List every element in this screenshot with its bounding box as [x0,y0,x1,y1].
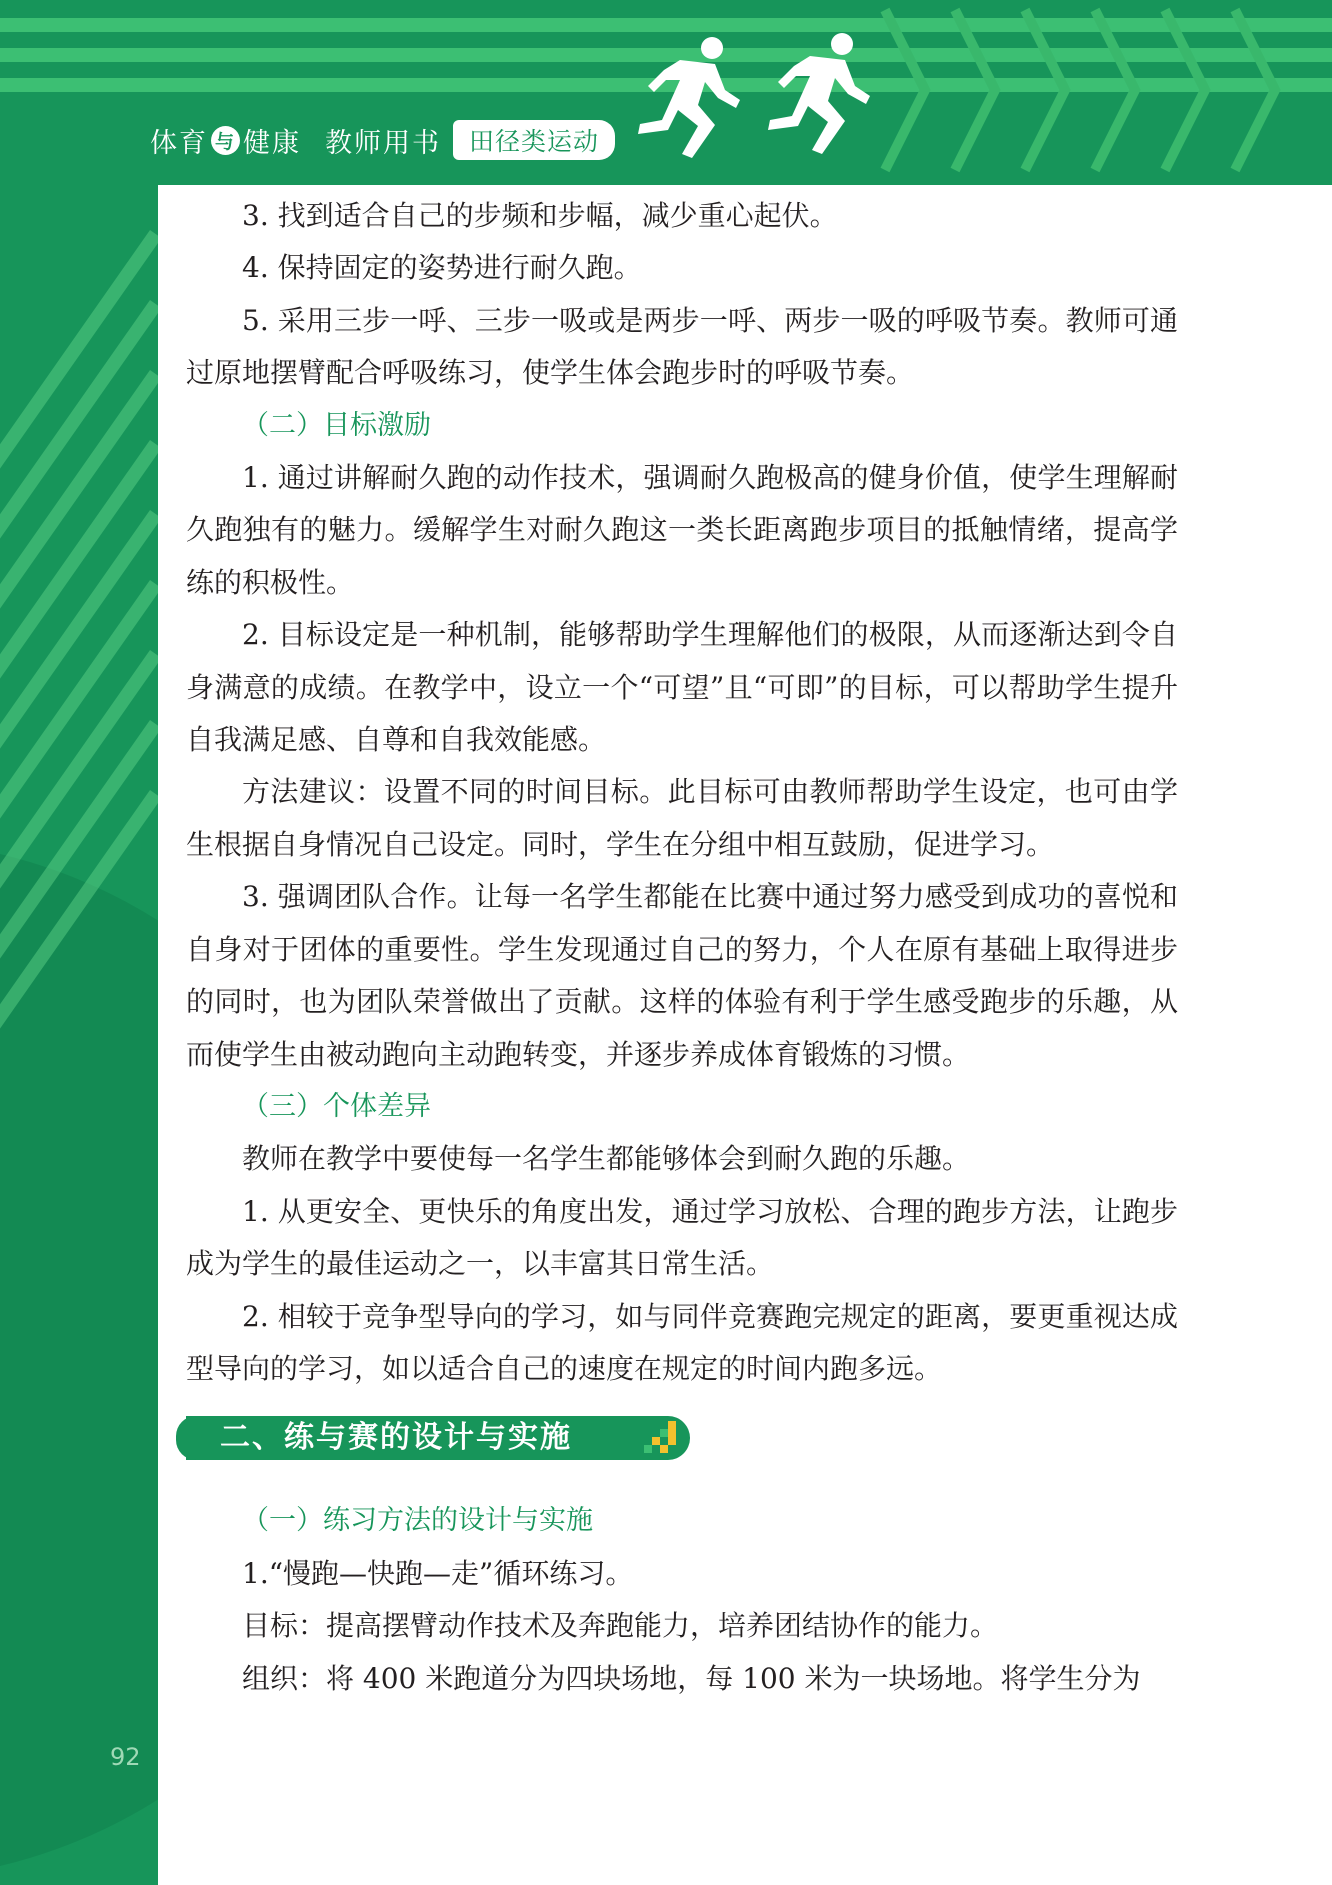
paragraph: 1. 从更安全、更快乐的角度出发，通过学习放松、合理的跑步方法，让跑步成为学生的最佳运动之一，以丰富其日常生活。 [186,1194,1178,1281]
book-header [150,115,615,165]
decorative-circle [0,840,158,1880]
page-number: 92 [110,1743,141,1771]
section-title: 二、练与赛的设计与实施 [186,1416,690,1460]
paragraph: 4. 保持固定的姿势进行耐久跑。 [242,251,642,285]
paragraph: 方法建议：设置不同的时间目标。此目标可由教师帮助学生设定，也可由学生根据自身情况自己设定。同时，学生在分组中相互鼓励，促进学习。 [186,775,1178,861]
header-title-c: 教师用书 [325,127,441,159]
left-green-band [0,0,158,1885]
mosaic-decoration-icon [642,1415,682,1459]
runners-icon [620,30,890,160]
chevron-decoration [1160,0,1220,185]
paragraph: 5. 采用三步一呼、三步一吸或是两步一呼、两步一吸的呼吸节奏。教师可通过原地摆臂配合呼吸练习，使学生体会跑步时的呼吸节奏。 [186,303,1178,390]
header-title-a: 体育 [150,127,208,159]
subheading-individual-difference: （三）个体差异 [242,1090,431,1122]
chevron-decoration [1020,0,1080,185]
paragraph: 3. 找到适合自己的步频和步幅，减少重心起伏。 [242,199,838,232]
section-header [186,1395,1178,1495]
paragraph: 组织：将 400 米跑道分为四块场地，每 100 米为一块场地。将学生分为 [242,1661,1141,1695]
paragraph: 目标：提高摆臂动作技术及奔跑能力，培养团结协作的能力。 [242,1609,999,1643]
paragraph: 教师在教学中要使每一名学生都能够体会到耐久跑的乐趣。 [242,1142,971,1176]
chevron-decoration [1230,0,1290,185]
paragraph: 3. 强调团队合作。让每一名学生都能在比赛中通过努力感受到成功的喜悦和自身对于团体的重要性。学生发现通过自己的努力，个人在原有基础上取得进步的同时，也为团队荣誉做出了贡献。这样的体验有利于学生感受跑步的乐趣，从而使学生由被动跑向主动跑转变，并逐步养成体育锻炼的习惯。 [186,880,1178,1071]
paragraph: 2. 相较于竞争型导向的学习，如与同伴竞赛跑完规定的距离，要更重视达成型导向的学习，如以适合自己的速度在规定的时间内跑多远。 [186,1299,1178,1385]
header-title-b: 健康 [243,127,301,159]
paragraph: 1.“慢跑—快跑—走”循环练习。 [242,1556,634,1590]
chapter-tag: 田径类运动 [453,120,615,160]
subheading-goal: （二）目标激励 [242,409,431,441]
chevron-decoration [950,0,1010,185]
paragraph: 1. 通过讲解耐久跑的动作技术，强调耐久跑极高的健身价值，使学生理解耐久跑独有的魅力。缓解学生对耐久跑这一类长距离跑步项目的抵触情绪，提高学练的积极性。 [186,461,1178,599]
chevron-decoration [1090,0,1150,185]
header-title-yu: 与 [211,126,240,155]
page-content [186,190,1178,1705]
paragraph: 2. 目标设定是一种机制，能够帮助学生理解他们的极限，从而逐渐达到令自身满意的成绩。在教学中，设立一个“可望”且“可即”的目标，可以帮助学生提升自我满足感、自尊和自我效能感。 [186,618,1178,757]
subheading-practice: （一）练习方法的设计与实施 [242,1505,593,1537]
